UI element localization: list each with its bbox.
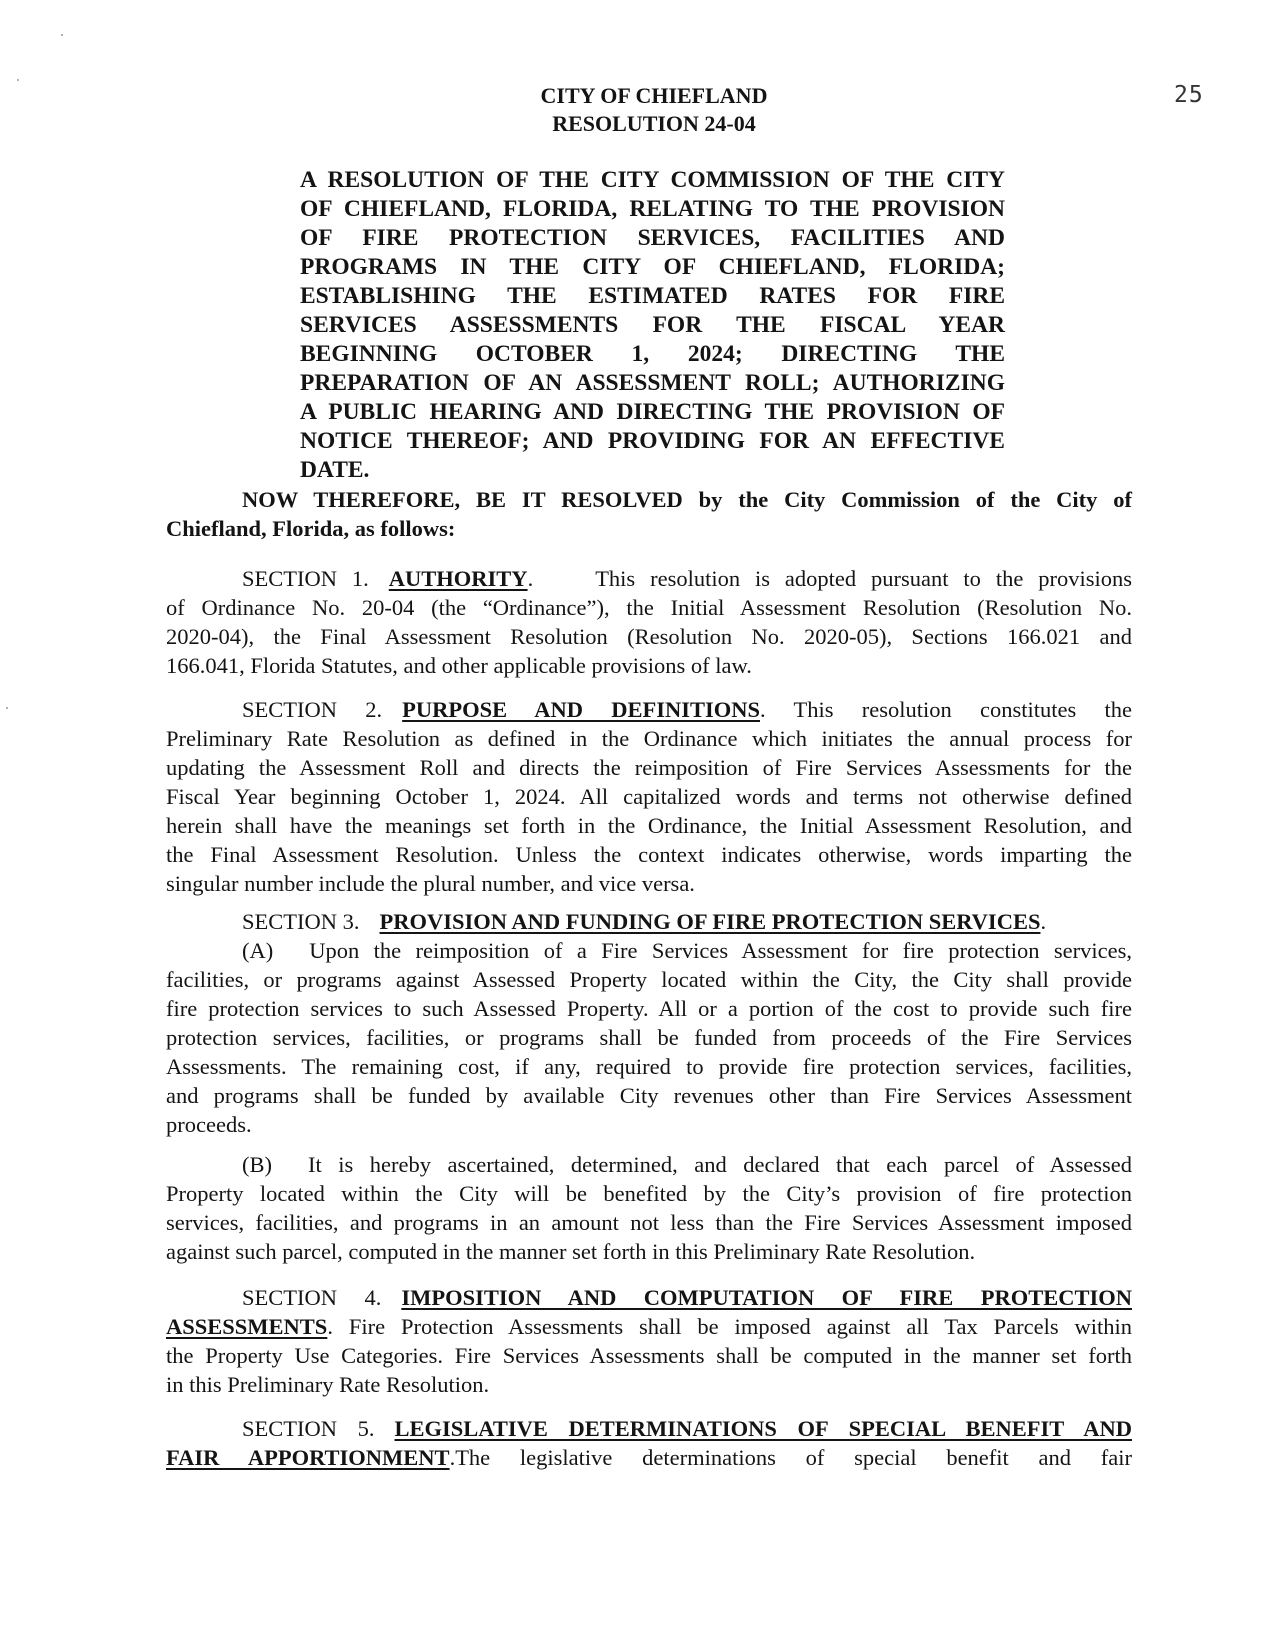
section-3 <box>166 907 1132 1139</box>
section-text: Upon the reimposition of a Fire Services Assessment for fire protection services, <box>309 938 1132 963</box>
section-text-line: fire protection services to such Assessed Property. All or a portion of the cost to provide such fire <box>166 996 1132 1021</box>
section-label: SECTION 1. <box>242 566 369 591</box>
section-text-line: singular number include the plural number, and vice versa. <box>166 871 695 896</box>
section-text-line: Property located within the City will be benefited by the City’s provision of fire protection <box>166 1181 1132 1206</box>
resolved-line: Chiefland, Florida, as follows: <box>166 516 456 541</box>
section-text-line: facilities, or programs against Assessed Property located within the City, the City shall provide <box>166 967 1132 992</box>
section-text-line: Assessments. The remaining cost, if any, required to provide fire protection services, facilities, <box>166 1054 1132 1079</box>
abstract-line: A RESOLUTION OF THE CITY COMMISSION OF THE CITY <box>300 167 1005 193</box>
section-text: .The legislative determinations of special benefit and fair <box>449 1445 1133 1470</box>
abstract-line: SERVICES ASSESSMENTS FOR THE FISCAL YEAR <box>300 312 1005 338</box>
section-text-line: of Ordinance No. 20-04 (the “Ordinance”), the Initial Assessment Resolution (Resolution No. <box>166 595 1132 620</box>
section-text-line: proceeds. <box>166 1112 252 1137</box>
section-text: It is hereby ascertained, determined, and declared that each parcel of Assessed <box>308 1152 1132 1177</box>
section-5 <box>166 1414 1132 1472</box>
section-text-line: services, facilities, and programs in an amount not less than the Fire Services Assessment imposed <box>166 1210 1132 1235</box>
resolution-abstract <box>300 166 1005 485</box>
abstract-line: PROGRAMS IN THE CITY OF CHIEFLAND, FLORIDA; <box>300 254 1005 280</box>
section-3-b <box>166 1150 1132 1266</box>
section-text-line: the Property Use Categories. Fire Services Assessments shall be computed in the manner set forth <box>166 1343 1132 1368</box>
city-title: CITY OF CHIEFLAND <box>540 83 768 108</box>
section-text-line: 2020-04), the Final Assessment Resolution (Resolution No. 2020-05), Sections 166.021 and <box>166 624 1132 649</box>
section-text-line: and programs shall be funded by available City revenues other than Fire Services Assessment <box>166 1083 1132 1108</box>
section-text: This resolution is adopted pursuant to the provisions <box>595 566 1132 591</box>
abstract-line: OF FIRE PROTECTION SERVICES, FACILITIES AND <box>300 225 1005 251</box>
heading-period: . <box>1040 909 1047 934</box>
section-text-line: against such parcel, computed in the manner set forth in this Preliminary Rate Resolution. <box>166 1239 976 1264</box>
abstract-line: DATE. <box>300 457 370 483</box>
scan-speck <box>6 707 8 709</box>
abstract-line: A PUBLIC HEARING AND DIRECTING THE PROVISION OF <box>300 399 1005 425</box>
section-heading: PURPOSE AND DEFINITIONS <box>402 697 760 722</box>
section-label: SECTION 3. <box>242 909 360 934</box>
section-text-line: 166.041, Florida Statutes, and other applicable provisions of law. <box>166 653 752 678</box>
scan-speck <box>61 34 63 36</box>
section-text: . Fire Protection Assessments shall be imposed against all Tax Parcels within <box>327 1314 1132 1339</box>
scan-speck <box>17 79 19 81</box>
subsection-label: (B) <box>242 1152 272 1177</box>
section-label: SECTION 5. <box>242 1416 375 1441</box>
abstract-line: OF CHIEFLAND, FLORIDA, RELATING TO THE PROVISION <box>300 196 1005 222</box>
section-heading: PROVISION AND FUNDING OF FIRE PROTECTION SERVICES <box>379 909 1041 934</box>
section-2 <box>166 695 1132 898</box>
section-label: SECTION 2. <box>242 697 383 722</box>
section-label: SECTION 4. <box>242 1285 382 1310</box>
section-text-line: the Final Assessment Resolution. Unless the context indicates otherwise, words imparting the <box>166 842 1132 867</box>
section-text-line: in this Preliminary Rate Resolution. <box>166 1372 490 1397</box>
section-4 <box>166 1283 1132 1399</box>
section-heading: ASSESSMENTS <box>166 1314 328 1339</box>
resolved-line: NOW THEREFORE, BE IT RESOLVED by the City Commission of the City of <box>242 487 1132 512</box>
section-text-line: herein shall have the meanings set forth in the Ordinance, the Initial Assessment Resolution, and <box>166 813 1132 838</box>
section-heading: FAIR APPORTIONMENT <box>166 1445 450 1470</box>
abstract-line: NOTICE THEREOF; AND PROVIDING FOR AN EFFECTIVE <box>300 428 1005 454</box>
abstract-line: ESTABLISHING THE ESTIMATED RATES FOR FIRE <box>300 283 1005 309</box>
abstract-line: BEGINNING OCTOBER 1, 2024; DIRECTING THE <box>300 341 1005 367</box>
resolution-number: RESOLUTION 24-04 <box>552 111 756 136</box>
subsection-label: (A) <box>242 938 274 963</box>
section-text-line: Fiscal Year beginning October 1, 2024. All capitalized words and terms not otherwise defined <box>166 784 1132 809</box>
abstract-line: PREPARATION OF AN ASSESSMENT ROLL; AUTHORIZING <box>300 370 1005 396</box>
section-heading: AUTHORITY <box>388 566 528 591</box>
section-heading: LEGISLATIVE DETERMINATIONS OF SPECIAL BENEFIT AND <box>394 1416 1132 1441</box>
section-heading: IMPOSITION AND COMPUTATION OF FIRE PROTECTION <box>401 1285 1133 1310</box>
section-text: . This resolution constitutes the <box>760 697 1133 722</box>
resolved-clause <box>166 485 1132 543</box>
section-1 <box>166 564 1132 680</box>
section-text-line: updating the Assessment Roll and directs the reimposition of Fire Services Assessments for the <box>166 755 1132 780</box>
heading-period: . <box>527 566 534 591</box>
section-text-line: protection services, facilities, or programs shall be funded from proceeds of the Fire Services <box>166 1025 1132 1050</box>
section-text-line: Preliminary Rate Resolution as defined in the Ordinance which initiates the annual process for <box>166 726 1132 751</box>
page-number: 25 <box>1174 82 1204 108</box>
